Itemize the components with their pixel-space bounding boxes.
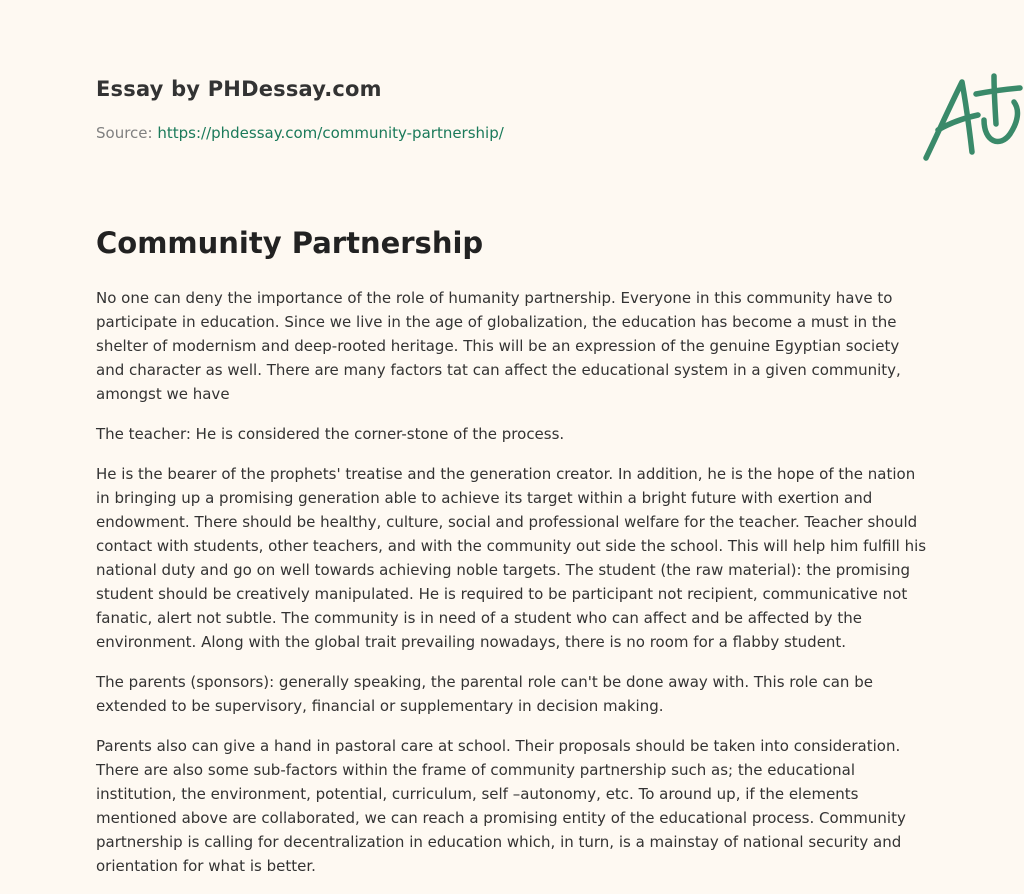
essay-title: Community Partnership	[96, 226, 484, 260]
essay-paragraph: He is the bearer of the prophets' treatise and the generation creator. In addition, he is the hope of the nation in bringing up a promising generation able to achieve its target within a bright future with exertion and endowment. There should be healthy, culture, social and professional welfare for the teacher. Teacher should contact with students, other teachers, and with the community out side the school. This will help him fulfill his national duty and go on well towards achieving noble targets. The student (the raw material): the promising student should be creatively manipulated. He is required to be participant not recipient, communicative not fanatic, alert not subtle. The community is in need of a student who can affect and be affected by the environment. Along with the global trait prevailing nowadays, there is no room for a flabby student.	[96, 465, 927, 651]
source-label: Source:	[96, 124, 153, 142]
source-link[interactable]: https://phdessay.com/community-partnership/	[157, 124, 504, 142]
a-plus-logo-icon	[916, 68, 1024, 168]
essay-body	[96, 286, 932, 894]
essay-paragraph: The teacher: He is considered the corner-stone of the process.	[96, 425, 565, 443]
site-title: Essay by PHDessay.com	[96, 77, 382, 101]
essay-paragraph: The parents (sponsors): generally speaking, the parental role can't be done away with. This role can be extended to be supervisory, financial or supplementary in decision making.	[96, 673, 873, 715]
source-line	[96, 124, 504, 142]
essay-paragraph: Parents also can give a hand in pastoral care at school. Their proposals should be taken into consideration. There are also some sub-factors within the frame of community partnership such as; the educational institution, the environment, potential, curriculum, self –autonomy, etc. To around up, if the elements mentioned above are collaborated, we can reach a promising entity of the educational process. Community partnership is calling for decentralization in education which, in turn, is a mainstay of national security and orientation for what is better.	[96, 737, 906, 875]
essay-paragraph: No one can deny the importance of the role of humanity partnership. Everyone in this community have to participate in education. Since we live in the age of globalization, the education has become a must in the shelter of modernism and deep-rooted heritage. This will be an expression of the genuine Egyptian society and character as well. There are many factors tat can affect the educational system in a given community, amongst we have	[96, 289, 901, 403]
